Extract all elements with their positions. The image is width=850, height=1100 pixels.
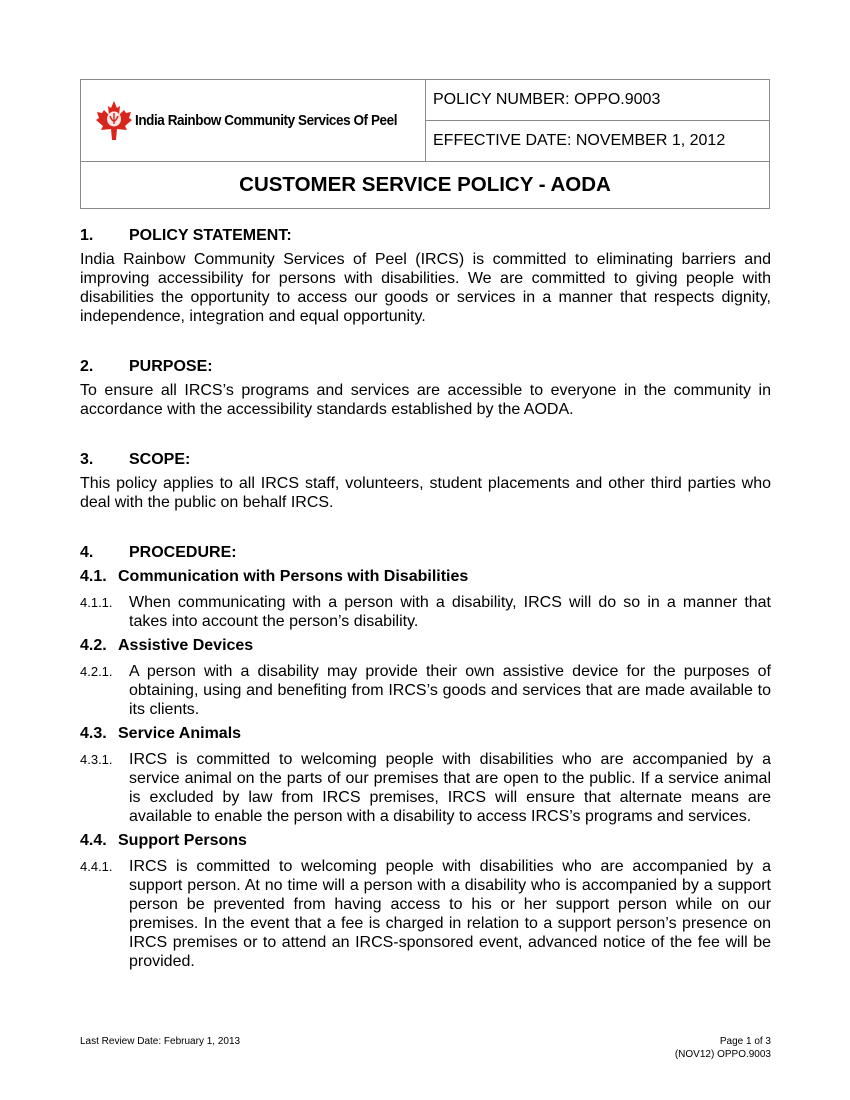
section-text: India Rainbow Community Services of Peel (IRCS) is committed to eliminating barriers and improving accessibility for persons with disabilities. We are committed to giving people with disabilities the opportunity to access our goods or services in a manner that respects dignity, independence, integration and equal opportunity.: [80, 251, 771, 325]
document-body: [80, 226, 771, 971]
header-top-row: [81, 80, 769, 162]
section-text: This policy applies to all IRCS staff, volunteers, student placements and other third parties who deal with the public on behalf IRCS.: [80, 475, 771, 511]
page-info: [675, 1035, 771, 1061]
org-name: India Rainbow Community Services Of Peel: [135, 112, 398, 129]
subsection-heading: 4.1. Communication with Persons with Disabilities: [80, 568, 469, 585]
policy-number: POLICY NUMBER: OPPO.9003: [433, 91, 661, 108]
last-review-date: Last Review Date: February 1, 2013: [80, 1036, 241, 1047]
list-item: 4.4.1. IRCS is committed to welcoming people with disabilities who are accompanied by a support person. At no time will a person with a disability who is accompanied by a support person be prevented from having access to his or her support person while on our premises. In the event that a fee is charged in relation to a support person’s presence on IRCS premises or to attend an IRCS-sponsored event, advanced notice of the fee will be provided.: [80, 858, 772, 970]
subsection-heading: 4.3. Service Animals: [80, 725, 242, 742]
meta-cell: [426, 80, 769, 161]
effective-date: EFFECTIVE DATE: NOVEMBER 1, 2012: [426, 120, 769, 161]
header-table: [80, 79, 770, 209]
section-text: To ensure all IRCS’s programs and services are accessible to everyone in the community in accordance with the accessibility standards established by the AODA.: [80, 382, 771, 418]
logo-cell: [81, 80, 426, 161]
section-heading: 2. PURPOSE:: [80, 358, 213, 375]
list-item: 4.1.1. When communicating with a person with a disability, IRCS will do so in a manner that takes into account the person’s disability.: [80, 594, 771, 630]
maple-leaf-logo-icon: [95, 100, 133, 142]
document-code: (NOV12) OPPO.9003: [674, 1049, 771, 1060]
document-header: [80, 79, 771, 209]
list-item: 4.2.1. A person with a disability may provide their own assistive device for the purposes of obtaining, using and benefiting from IRCS’s goods and services that are made available to its clients.: [80, 663, 771, 718]
section-heading: 4. PROCEDURE:: [80, 544, 237, 561]
page-number: Page 1 of 3: [719, 1036, 771, 1047]
list-item: 4.3.1. IRCS is committed to welcoming people with disabilities who are accompanied by a service animal on the parts of our premises that are open to the public. If a service animal is excluded by law from IRCS premises, IRCS will ensure that alternate means are available to enable the person with a disability to access IRCS’s programs and services.: [80, 751, 771, 825]
subsection-heading: 4.4. Support Persons: [80, 832, 247, 849]
section-heading: 3. SCOPE:: [80, 451, 191, 468]
policy-title: CUSTOMER SERVICE POLICY - AODA: [239, 173, 611, 196]
section-heading: 1. POLICY STATEMENT:: [80, 227, 292, 244]
subsection-heading: 4.2. Assistive Devices: [80, 637, 254, 654]
